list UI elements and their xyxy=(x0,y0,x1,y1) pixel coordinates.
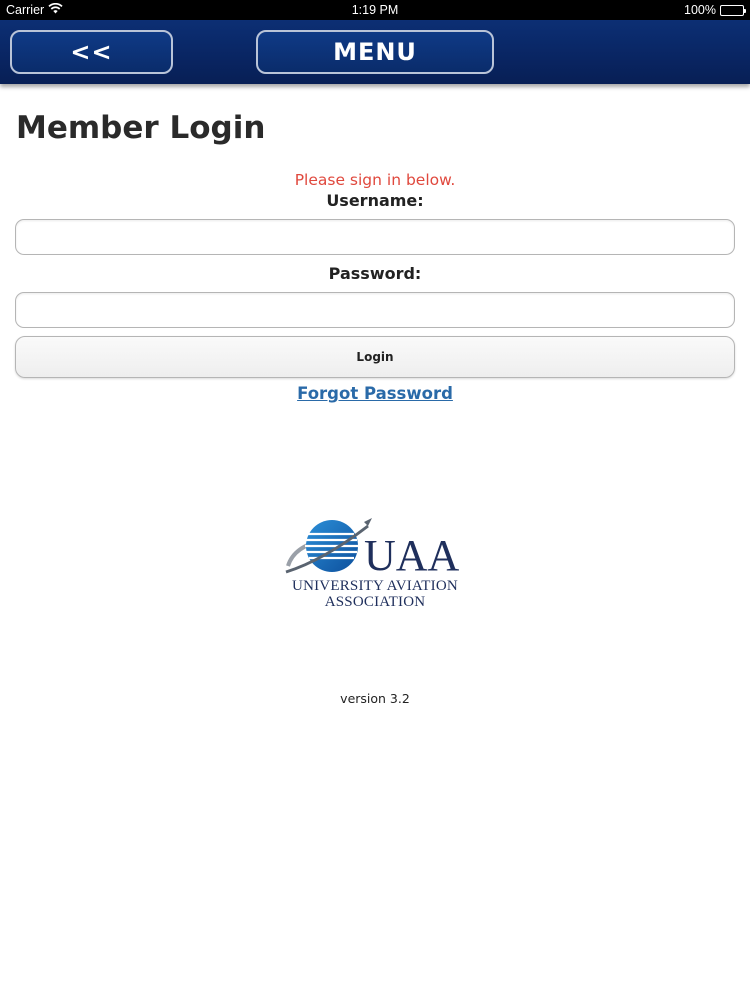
sign-in-notice: Please sign in below. xyxy=(294,171,456,189)
username-label: Username: xyxy=(326,191,424,210)
menu-button[interactable]: MENU xyxy=(256,30,494,74)
app-version: version 3.2 xyxy=(340,691,410,706)
password-label: Password: xyxy=(328,264,422,283)
username-input[interactable] xyxy=(15,219,735,255)
nav-bar xyxy=(0,20,750,84)
battery-indicator xyxy=(684,3,744,17)
logo-wordmark: UAA xyxy=(364,531,460,580)
logo-text-line1: UNIVERSITY AVIATION xyxy=(292,578,458,594)
uaa-logo xyxy=(284,516,466,616)
carrier-label: Carrier xyxy=(6,3,45,17)
page-title: Member Login xyxy=(16,110,266,146)
status-bar xyxy=(0,0,750,20)
back-button[interactable]: << xyxy=(10,30,173,74)
battery-icon xyxy=(720,5,744,16)
clock: 1:19 PM xyxy=(351,3,399,17)
login-button[interactable]: Login xyxy=(15,336,735,378)
forgot-password-link[interactable]: Forgot Password xyxy=(297,384,453,403)
password-input[interactable] xyxy=(15,292,735,328)
logo-text-line2: ASSOCIATION xyxy=(324,594,426,610)
battery-percent: 100% xyxy=(684,3,716,17)
